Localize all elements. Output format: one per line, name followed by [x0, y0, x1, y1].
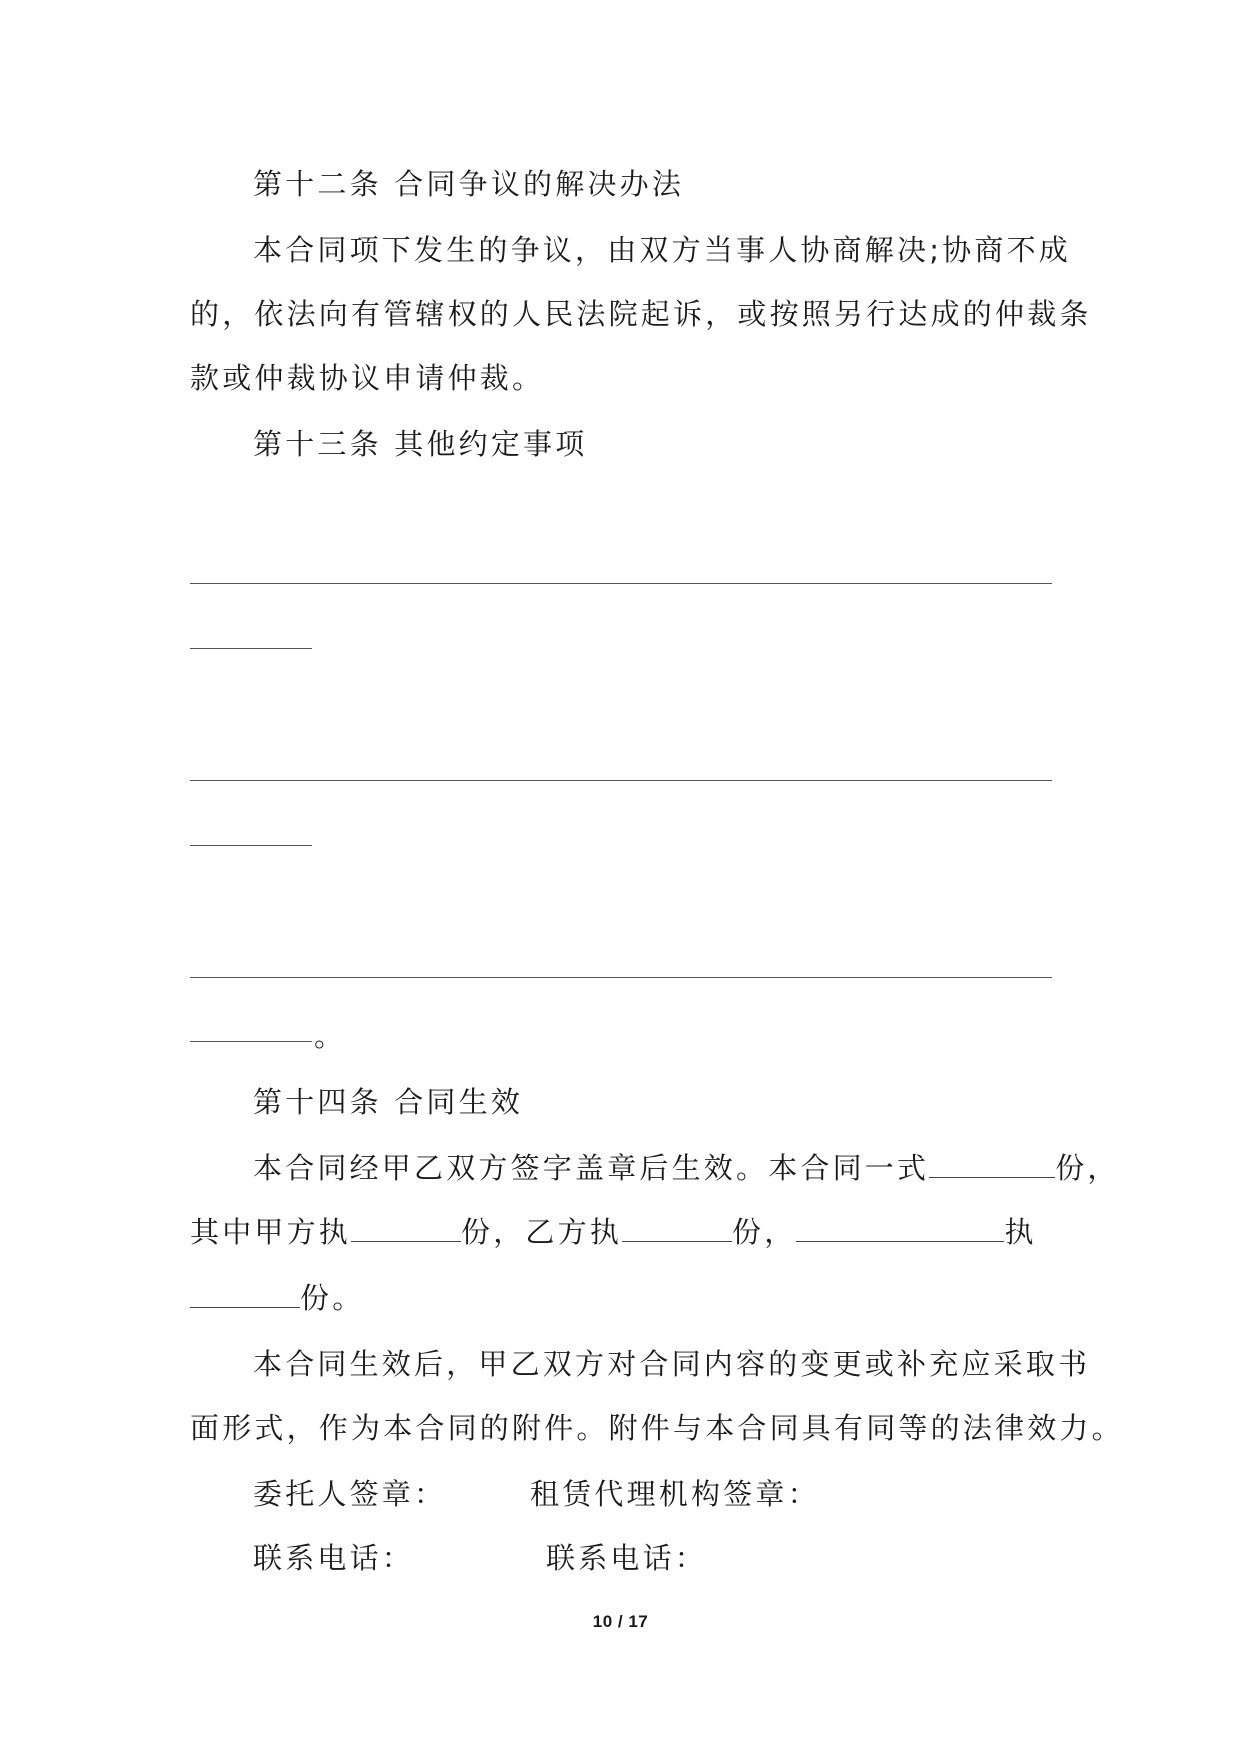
page-number: 10 / 17	[592, 1612, 649, 1631]
article-14-p1-line-2-text-b: 份，乙方执	[461, 1215, 623, 1249]
principal-seal-label: 委托人签章：	[253, 1477, 447, 1511]
fill-in-line	[190, 780, 1052, 781]
article-14-p1-line-1	[253, 1150, 1123, 1186]
article-13-heading: 第十三条 其他约定事项	[253, 427, 588, 461]
party-a-copies-blank	[351, 1217, 461, 1242]
copies-total-blank	[929, 1153, 1055, 1178]
article-14-p1-line-3-end: 份。	[300, 1281, 365, 1315]
article-14-heading: 第十四条 合同生效	[253, 1085, 524, 1119]
article-14-p1-line-2-text-c: 份，	[732, 1215, 797, 1249]
article-14-p1-line-3	[190, 1280, 1060, 1316]
agency-seal-label: 租赁代理机构签章：	[530, 1477, 820, 1511]
article-13-end-mark: 。	[314, 1019, 347, 1053]
article-12-body-line-2: 的，依法向有管辖权的人民法院起诉，或按照另行达成的仲裁条	[190, 297, 1092, 331]
principal-phone-label: 联系电话：	[253, 1541, 415, 1575]
article-12-body-line-3: 款或仲裁协议申请仲裁。	[190, 361, 545, 395]
article-14-p2-line-1: 本合同生效后，甲乙双方对合同内容的变更或补充应采取书	[253, 1347, 1091, 1381]
article-14-p1-line-1-end: 份，	[1055, 1151, 1120, 1185]
party-b-copies-blank	[622, 1217, 732, 1242]
fill-in-line	[190, 845, 312, 846]
article-12-heading: 第十二条 合同争议的解决办法	[253, 167, 685, 201]
fill-in-line	[190, 648, 312, 649]
article-14-p1-line-2-text-d: 执	[1004, 1215, 1037, 1249]
article-14-p1-line-1-text: 本合同经甲乙双方签字盖章后生效。本合同一式	[253, 1151, 930, 1185]
fill-in-line	[190, 583, 1052, 584]
other-party-copies-blank	[190, 1283, 300, 1308]
article-12-body-line-1: 本合同项下发生的争议，由双方当事人协商解决;协商不成	[253, 233, 1071, 267]
agency-phone-label: 联系电话：	[546, 1541, 708, 1575]
other-party-blank	[796, 1217, 1004, 1242]
article-14-p1-line-2-text-a: 其中甲方执	[190, 1215, 352, 1249]
article-14-p1-line-2	[190, 1214, 1060, 1250]
fill-in-line	[190, 1041, 312, 1042]
fill-in-line	[190, 977, 1052, 978]
article-14-p2-line-2: 面形式，作为本合同的附件。附件与本合同具有同等的法律效力。	[190, 1411, 1124, 1445]
